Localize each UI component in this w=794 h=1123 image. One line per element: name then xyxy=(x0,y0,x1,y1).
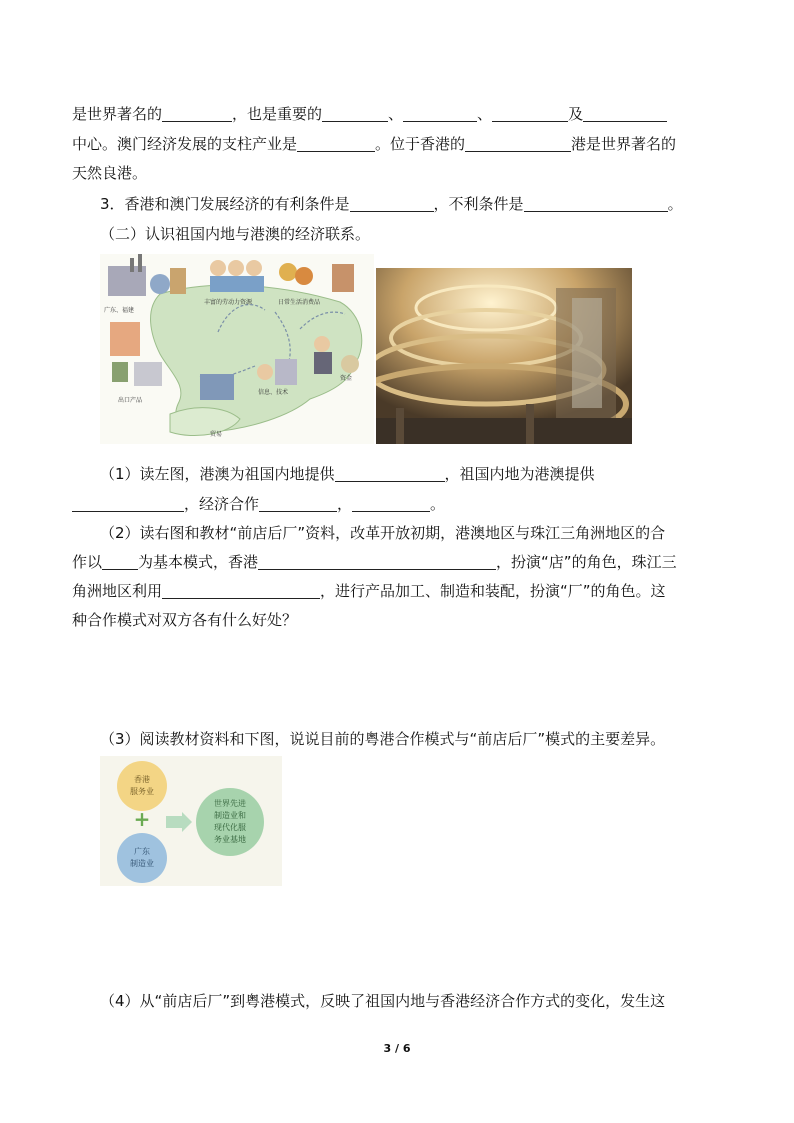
page-number: 3 / 6 xyxy=(383,1042,411,1055)
svg-text:香港: 香港 xyxy=(134,775,150,784)
question-2a: （2）读右图和教材“前店后厂”资料，改革开放初期，港澳地区与珠江三角洲地区的合 xyxy=(100,524,666,542)
answer-blank[interactable] xyxy=(162,582,320,599)
answer-blank[interactable] xyxy=(258,553,496,570)
question-1a: （1）读左图，港澳为祖国内地提供 ，祖国内地为港澳提供 xyxy=(100,465,595,483)
answer-blank[interactable] xyxy=(259,495,337,512)
question-1b: ，经济合作 ， 。 xyxy=(72,493,445,515)
svg-text:广东: 广东 xyxy=(134,847,150,856)
label-goods: 日常生活消费品 xyxy=(278,299,321,306)
hk-service-circle xyxy=(117,761,167,811)
answer-blank[interactable] xyxy=(352,495,430,512)
text-line-2: 中心。澳门经济发展的支柱产业是 。位于香港的 港是世界著名的 xyxy=(72,135,677,153)
question-2d: 种合作模式对双方各有什么好处？ xyxy=(72,611,298,629)
answer-blank[interactable] xyxy=(492,105,568,122)
label-guangdong: 广东、福建 xyxy=(104,307,135,314)
gd-manufacturing-circle xyxy=(117,833,167,883)
question-3: 3．香港和澳门发展经济的有利条件是 ，不利条件是 。 xyxy=(100,195,683,213)
answer-blank[interactable] xyxy=(583,105,667,122)
question-3-text: （3）阅读教材资料和下图，说说目前的粤港合作模式与“前店后厂”模式的主要差异。 xyxy=(100,730,666,748)
svg-text:务业基地: 务业基地 xyxy=(214,835,246,844)
text-line-3: 天然良港。 xyxy=(72,164,148,182)
label-trade: 贸易 xyxy=(210,431,223,438)
answer-blank[interactable] xyxy=(322,105,388,122)
answer-blank[interactable] xyxy=(162,105,232,122)
question-2b: 作以 为基本模式，香港 ，扮演“店”的角色，珠江三 xyxy=(72,553,677,571)
text-line-1: 是世界著名的 ，也是重要的 、 、 及 xyxy=(72,103,667,125)
answer-blank[interactable] xyxy=(465,135,571,152)
answer-blank[interactable] xyxy=(524,195,668,212)
plus-sign: + xyxy=(133,807,151,831)
question-2c: 角洲地区利用 ，进行产品加工、制造和装配，扮演“厂”的角色。这 xyxy=(72,582,666,600)
answer-blank[interactable] xyxy=(297,135,375,152)
answer-blank[interactable] xyxy=(350,195,434,212)
shopping-mall-photo xyxy=(376,268,632,444)
svg-text:制造业和: 制造业和 xyxy=(214,811,246,820)
label-export: 出口产品 xyxy=(118,397,143,404)
label-info: 信息、技术 xyxy=(258,389,289,396)
answer-blank[interactable] xyxy=(102,553,138,570)
answer-blank[interactable] xyxy=(335,465,445,482)
label-finance: 资金 xyxy=(340,375,353,382)
svg-text:世界先进: 世界先进 xyxy=(214,799,246,808)
question-4-text: （4）从“前店后厂”到粤港模式，反映了祖国内地与香港经济合作方式的变化，发生这 xyxy=(100,992,666,1010)
svg-text:制造业: 制造业 xyxy=(130,859,154,868)
answer-blank[interactable] xyxy=(403,105,477,122)
label-labor: 丰富的劳动力资源 xyxy=(204,299,253,306)
answer-blank[interactable] xyxy=(72,495,184,512)
svg-text:服务业: 服务业 xyxy=(130,787,154,796)
svg-text:现代化服: 现代化服 xyxy=(214,823,246,832)
economic-link-map xyxy=(100,254,374,444)
cooperation-diagram xyxy=(100,756,282,886)
section-heading: （二）认识祖国内地与港澳的经济联系。 xyxy=(100,225,371,243)
